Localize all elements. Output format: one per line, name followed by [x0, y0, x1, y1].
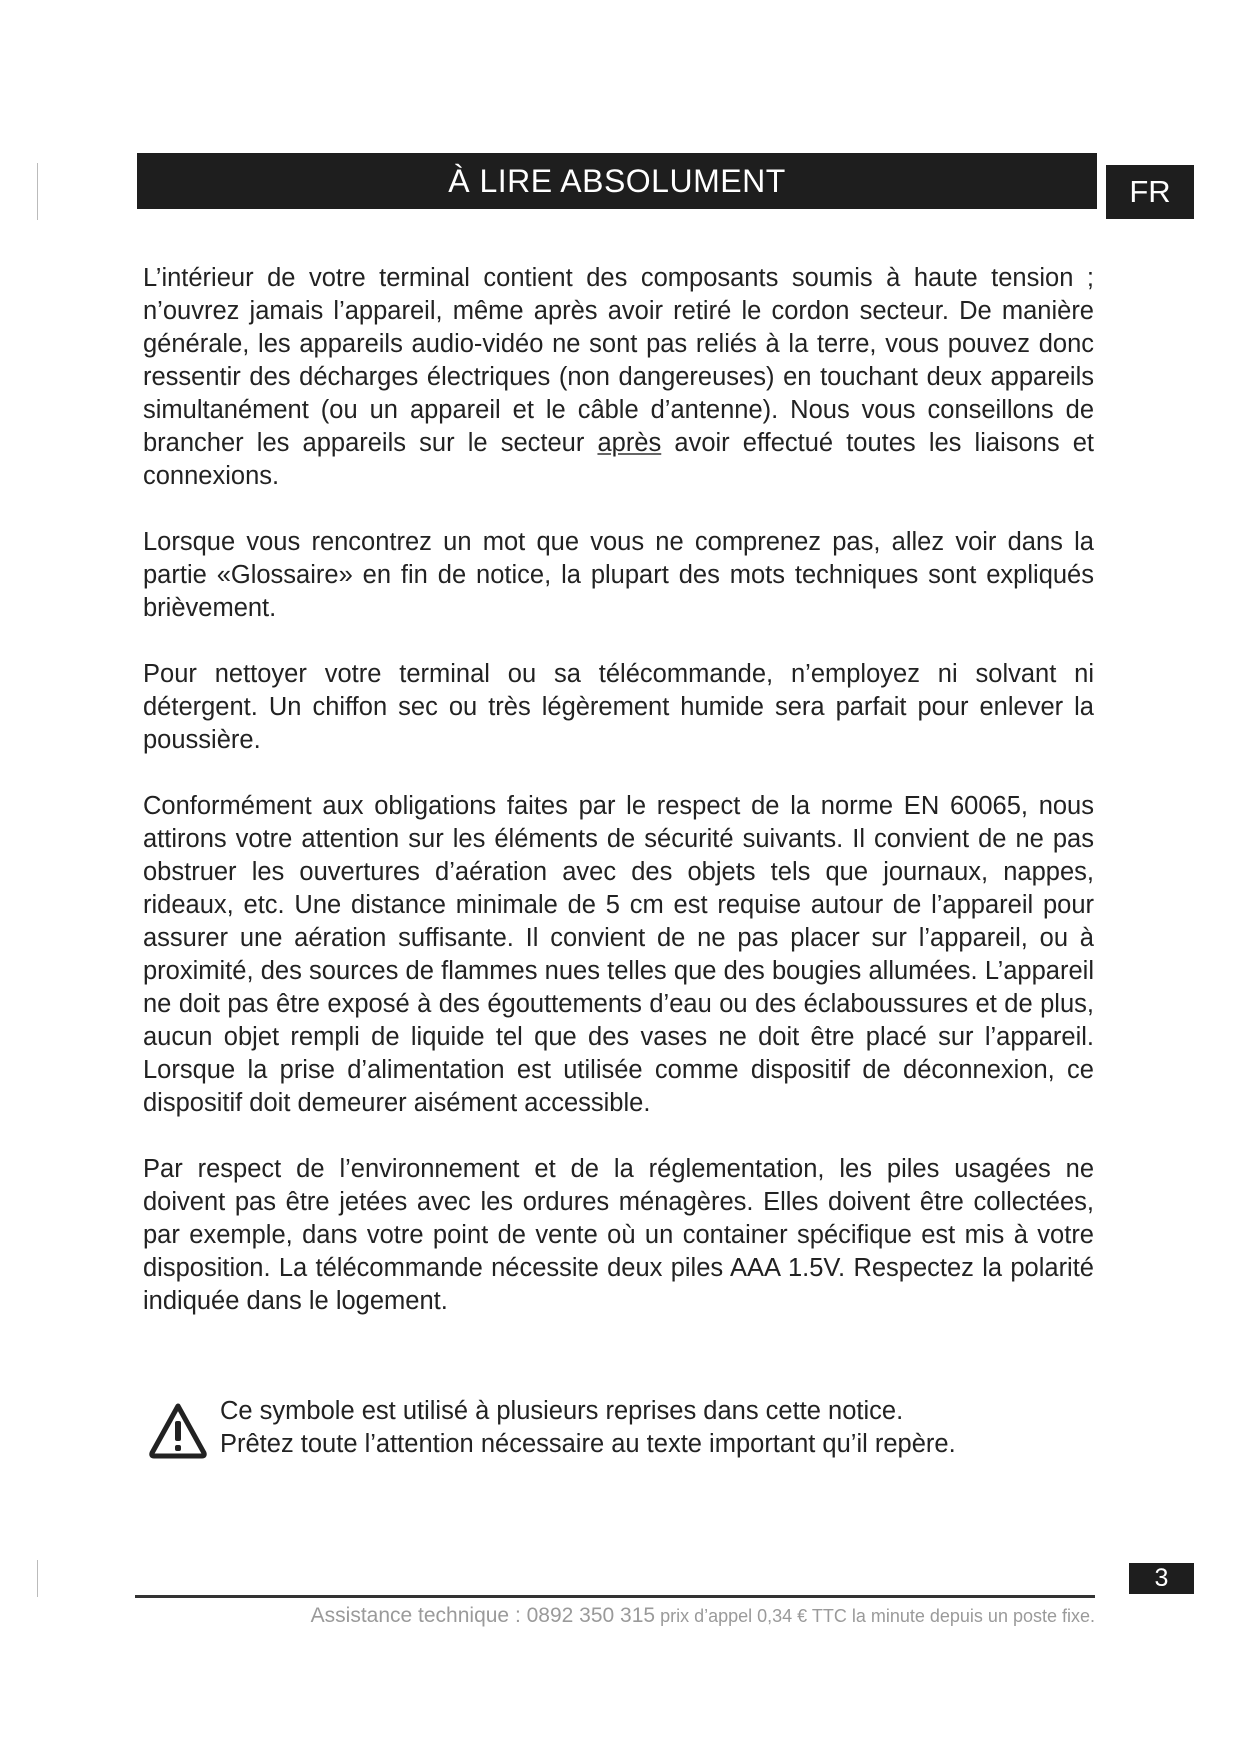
section-title-bar — [137, 153, 1097, 209]
support-phone: Assistance technique : 0892 350 315 — [310, 1604, 656, 1627]
language-label: FR — [1129, 174, 1171, 209]
margin-mark-bottom — [37, 1560, 38, 1597]
footer-divider — [135, 1595, 1095, 1598]
page-number-label: 3 — [1154, 1564, 1169, 1592]
call-pricing: prix d’appel 0,34 € TTC la minute depuis un poste fixe. — [655, 1606, 1095, 1626]
notice-line: Prêtez toute l’attention nécessaire au texte important qu’il repère. — [220, 1430, 956, 1458]
footer — [135, 1604, 1095, 1628]
paragraph-text: L’intérieur de votre terminal contient des composants soumis à haute tension ; n’ouvrez jamais l’appareil, même après avoir retiré le cordon secteur. De manière générale, les appareils audio-vidéo ne sont pas reliés à la terre, vous pouvez donc ressentir des décharges électriques (non dangereuses) en touchant deux appareils simultanément (ou un appareil et le câble d’antenne). Nous vous conseillons de brancher les appareils sur le secteur — [143, 264, 1094, 457]
margin-mark-top — [37, 163, 38, 220]
page-number — [1129, 1563, 1194, 1594]
notice-line: Ce symbole est utilisé à plusieurs reprises dans cette notice. — [220, 1397, 904, 1425]
notice-text — [220, 1395, 956, 1461]
section-title: À LIRE ABSOLUMENT — [448, 162, 786, 199]
paragraph-safety-norm: Conformément aux obligations faites par le respect de la norme EN 60065, nous attirons votre attention sur les éléments de sécurité suivants. Il convient de ne pas obstruer les ouvertures d’aération avec des objets tels que journaux, nappes, rideaux, etc. Une distance minimale de 5 cm est requise autour de l’appareil pour assurer une aération suffisante. Il convient de ne pas placer sur l’appareil, ou à proximité, des sources de flammes nues telles que des bougies allumées. L’appareil ne doit pas être exposé à des égouttements d’eau ou des éclaboussures et de plus, aucun objet rempli de liquide tel que des vases ne doit être placé sur l’appareil. Lorsque la prise d’alimentation est utilisée comme dispositif de déconnexion, ce dispositif doit demeurer aisément accessible. — [143, 792, 1094, 1117]
warning-notice — [148, 1395, 1098, 1461]
paragraph-glossary: Lorsque vous rencontrez un mot que vous ne comprenez pas, allez voir dans la partie «Glossaire» en fin de notice, la plupart des mots techniques sont expliqués brièvement. — [143, 528, 1094, 622]
body-content — [143, 262, 1094, 1351]
paragraph-text: avoir effectué toutes les liaisons et connexions. — [143, 429, 1094, 490]
paragraph-safety-voltage — [143, 262, 1094, 493]
warning-triangle-icon — [148, 1401, 208, 1461]
language-tab — [1106, 165, 1194, 219]
paragraph-batteries: Par respect de l’environnement et de la réglementation, les piles usagées ne doivent pas être jetées avec les ordures ménagères. Elles doivent être collectées, par exemple, dans votre point de vente où un container spécifique est mis à votre disposition. La télécommande nécessite deux piles AAA 1.5V. Respectez la polarité indiquée dans le logement. — [143, 1155, 1094, 1315]
emphasized-word: après — [597, 429, 662, 457]
paragraph-cleaning: Pour nettoyer votre terminal ou sa télécommande, n’employez ni solvant ni détergent. Un chiffon sec ou très légèrement humide sera parfait pour enlever la poussière. — [143, 660, 1094, 754]
